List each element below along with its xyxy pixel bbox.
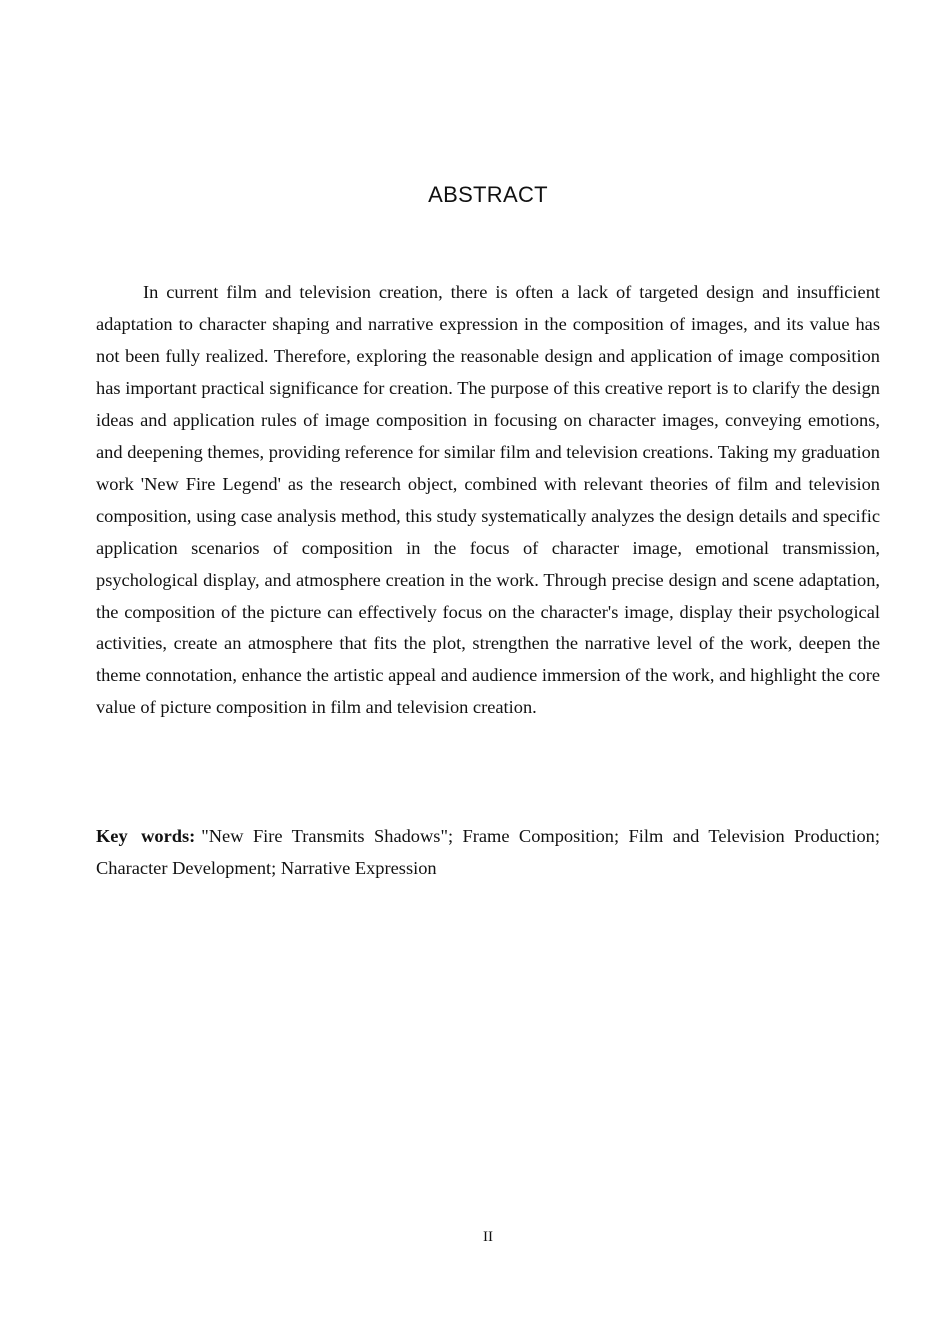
keywords-paragraph [96,820,880,884]
keywords-text: "New Fire Transmits Shadows"; Frame Composition; Film and Television Production; Character Development; Narrative Expression [96,826,880,878]
abstract-body: In current film and television creation, there is often a lack of targeted design and insufficient adaptation to character shaping and narrative expression in the composition of images, and its value has not been fully realized. Therefore, exploring the reasonable design and application of image composition has important practical significance for creation. The purpose of this creative report is to clarify the design ideas and application rules of image composition in focusing on character images, conveying emotions, and deepening themes, providing reference for similar film and television creations. Taking my graduation work 'New Fire Legend' as the research object, combined with relevant theories of film and television composition, using case analysis method, this study systematically analyzes the design details and specific application scenarios of composition in the focus of character image, emotional transmission, psychological display, and atmosphere creation in the work. Through precise design and scene adaptation, the composition of the picture can effectively focus on the character's image, display their psychological activities, create an atmosphere that fits the plot, strengthen the narrative level of the work, deepen the theme connotation, enhance the artistic appeal and audience immersion of the work, and highlight the core value of picture composition in film and television creation. [96,282,880,718]
abstract-title: ABSTRACT [428,182,548,207]
keywords-label: Key words: [96,826,196,846]
page-number: II [483,1229,493,1245]
